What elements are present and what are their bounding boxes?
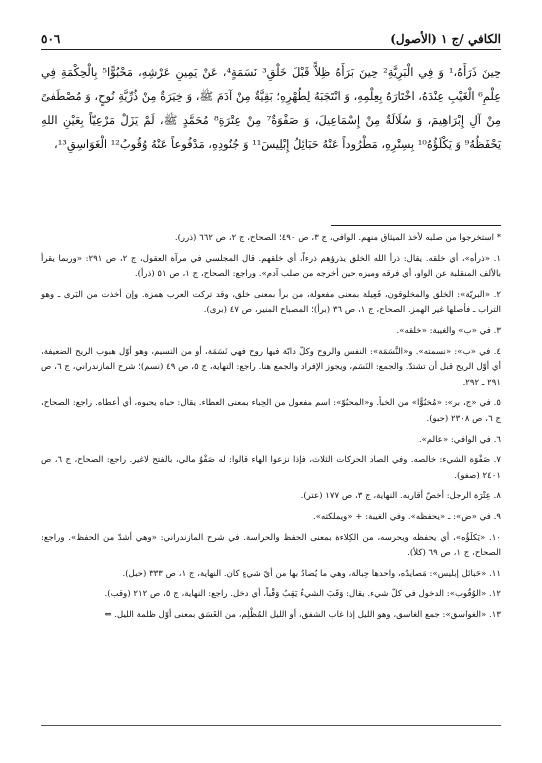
footnote-divider — [331, 225, 501, 226]
page-header — [41, 28, 501, 50]
footnote-8: ٨. عِتْرَة الرجل: أخصّ أقاربه. النهاية، ج ٣، ص ١٧٧ (عتر). — [300, 491, 501, 502]
bottom-rule — [41, 725, 501, 726]
footnote-12: ١٢. «الوُقُوب»: الدخول في كلّ شيء. يقال: وَقَبَ الشيءُ يَقِبُ وَقْباً، أي دخل. راجع: النهاية، ج ٥، ص ٢١٢ (وقب). — [104, 589, 501, 600]
running-title: الكافي /ج ١ (الأصول) — [390, 32, 501, 46]
footnote-11: ١١. «حَبائل إبليس»: مَصايدُه، واحدها حِبالة، وهي ما يُصادُ بها من أيّ شيءٍ كان. النهاية، ج ١، ص ٣٣٣ (حبل). — [122, 568, 501, 579]
footnote-3: ٣. في «ب» والغيبة: «خلقه». — [396, 325, 501, 336]
footnote-5: ٥. في «ج، بر»: «مُخبُوًّا» من الخبأ. و«المحبُوّ»: اسم مفعول من الحِباء بمعنى العطاء. يقال: حباه يحبوه، أي أعطاه. راجع: الصحاح، ج ٦، ص ٢٣٠٨ (حبو). — [41, 398, 501, 424]
page-number: ٥٠٦ — [41, 32, 61, 46]
footnote-10: ١٠. «يَكلَؤُه»، أي يحفظه ويحرسه، من الكِلاءة بمعنى الحفظ والحراسة. في شرح المازندراني: «وهي أشدّ من الحفظ». وراجع: الصحاح، ج ١، ص ٦٩ (كلأ). — [41, 532, 501, 559]
footnote-13: ١٣. «الغواسق»: جمع الغاسق، وهو الليل إذا غاب الشفق، أو الليل المُظْلِم، من الغَسَق بمعنى أوّل ظلمة الليل. ⇐ — [104, 609, 501, 620]
main-paragraph: حِينَ ذَرَأَهُ،¹ وَ فِي الْبَرِيَّةِ² حِينَ بَرَأَهُ ظِلاًّ قَبْلَ خَلْقِ³ نَسَمَةٍ⁴، عَنْ يَمِينِ عَرْشِهِ، مَحْبُوًّا⁵ بِالْحِكْمَةِ فِي عِلْمِ⁶ الْغَيْبِ عِنْدَهُ، اخْتَارَهُ بِعِلْمِهِ، وَ انْتَجَبَهُ لِطُهْرِهِ؛ بَقِيَّةٌ مِنْ آدَمَ ﷺ، وَ خِيَرَةٌ مِنْ ذُرِّيَّةِ نُوحٍ، وَ مُصْطَفىً مِنْ آلِ إِبْرَاهِيمَ، وَ سُلَالَةٌ مِنْ إِسْمَاعِيلَ، وَ صَفْوَةٌ⁷ مِنْ عِتْرَةِ⁸ مُحَمَّدٍ ﷺ، لَمْ يَزَلْ مَرْعِيّاً بِعَيْنِ اللهِ يَحْفَظُهُ⁹ وَ يَكْلَؤُهُ¹⁰ بِسِتْرِهِ، مَطْرُوداً عَنْهُ حَبَائِلُ إِبْلِيسَ¹¹ وَ جُنُودِهِ، مَدْفُوعاً عَنْهُ وُقُوبُ¹² الْغَوَاسِقِ¹³، — [41, 65, 502, 151]
footnote-1: ١. «ذرأه»، أي خلقه. يقال: ذرأ الله الخلق يذرؤهم ذرءاً، أي خلقهم. قال المجلسي في مرآة العقول، ج ٢، ص ٢٩١: «وربما يقرأ بالألف المنقلبة عن الواو، أي فرقه وميزه حين أخرجه من صلب آدم». وراجع: الصحاح، ج ١، ص ٥١ (ذرأ). — [41, 253, 501, 280]
footnote-2: ٢. «البريّة»: الخلق والمخلوقون، فَعِيلة بمعنى مفعولة، من برأ بمعنى خلق، وقد تركت العرب همزة. وإن أخذت من البَرى ـ وهو التراب ـ فأصلها غير الهمز. الصحاح، ج ١، ص ٣٦ (برأ)؛ المصباح المنير، ص ٤٧ (برى). — [41, 289, 501, 316]
footnote-4: ٤. في «ب»: «نسمته». و«النَّسَمَة»: النفس والروح وكلّ دابّة فيها روح فهي نَسَمَة، أو من النسيم، وهو أوّل هبوب الريح الضعيفة، أي أوّل الريح قبل أن تشتدّ. والجمع: النَسَم، ويجوز الإفراد والجمع هنا. راجع: النهاية، ج ٥، ص ٤٩ (نسم)؛ شرح المازندراني، ج ٦، ص ٢٩١ ـ ٢٩٢. — [41, 346, 501, 388]
footnote-6: ٦. في الوافي: «عالم». — [418, 434, 501, 445]
footnote-star: * استخرجوا من صلبه لأخذ الميثاق منهم. الوافي، ج ٣، ص ٤٩٠؛ الصحاح، ج ٢، ص ٦٦٢ (ذرر). — [174, 233, 501, 243]
footnotes — [41, 231, 501, 628]
footnote-7: ٧. صَفْوَة الشيء: خالصه. وفي الصاد الحركات الثلاث، فإذا نزعوا الهاء قالوا: له صَفْوُ مالي، بالفتح لاغير. راجع: الصحاح، ج ٦، ص ٢٤٠١ (صفو). — [41, 455, 501, 481]
main-text — [41, 60, 501, 156]
footnote-9: ٩. في «ض»: ـ «يحفظه». وفي الغيبة: + «ويملكته». — [312, 511, 501, 522]
